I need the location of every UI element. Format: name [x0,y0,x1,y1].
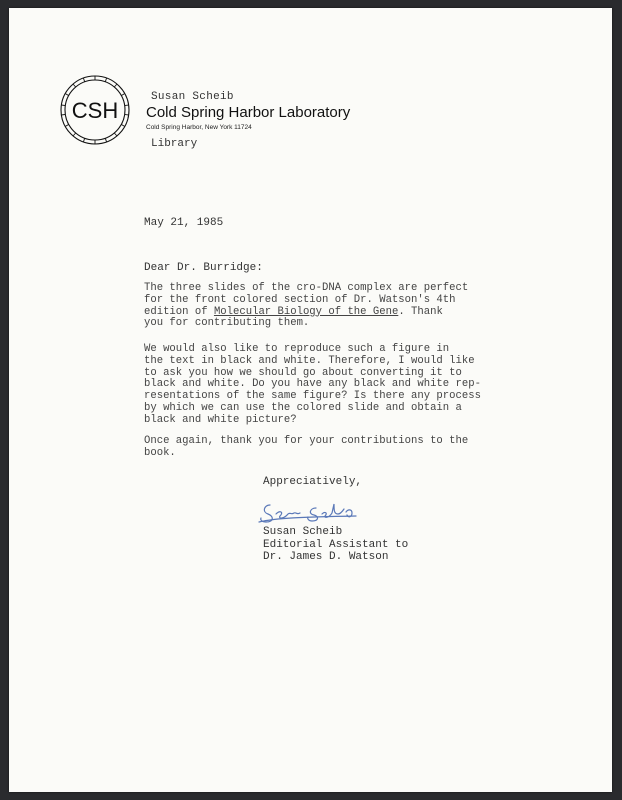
handwritten-signature [256,496,366,530]
letter-page [9,8,612,792]
signer-name: Susan Scheib [263,526,343,538]
closing: Appreciatively, [263,476,363,488]
paragraph-1 [144,283,524,330]
letter-date: May 21, 1985 [144,217,224,229]
csh-logo [59,74,131,146]
organization-address: Cold Spring Harbor, New York 11724 [146,124,252,131]
department: Library [151,138,198,150]
signer-title: Editorial Assistant to [263,538,409,551]
sender-name: Susan Scheib [151,91,234,103]
svg-text:CSH: CSH [71,98,119,123]
salutation: Dear Dr. Burridge: [144,262,263,274]
paragraph-1-end: . Thank you for contributing them. [144,305,443,330]
signature-block [263,526,408,564]
organization-name: Cold Spring Harbor Laboratory [146,104,351,121]
signer-for: Dr. James D. Watson [263,551,389,563]
paragraph-3: Once again, thank you for your contributions to the book. [144,435,469,459]
paragraph-2: We would also like to reproduce such a figure in the text in black and white. Therefore, I would like to ask you how we should go about converting it to black and white. Do you have any black and white rep- resentations of the same figure? Is there any process by which we can use the colored slide and obtain a black and white picture? [144,343,481,426]
book-title: Molecular Biology of the Gene [213,305,399,318]
paragraph-1-start: The three slides of the cro-DNA complex are perfect for the front colored section of Dr. Watson's 4th edition of [144,282,469,318]
